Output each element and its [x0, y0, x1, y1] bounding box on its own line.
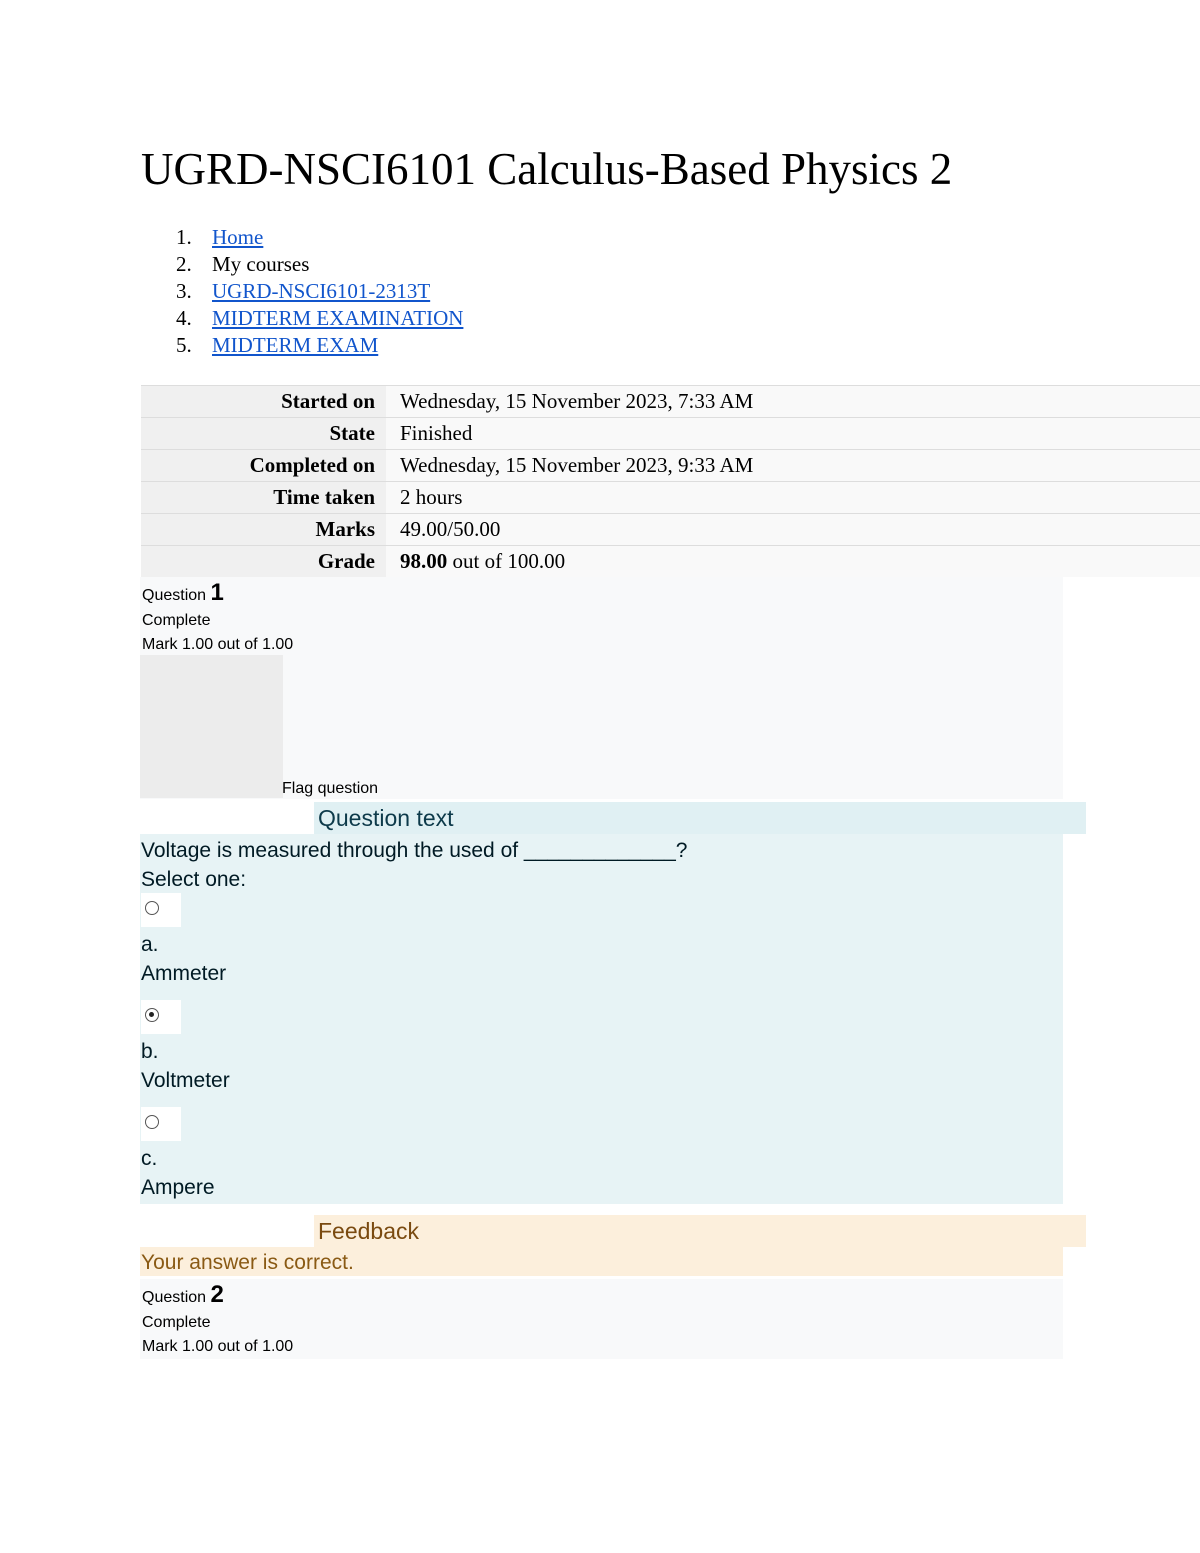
summary-value: 49.00/50.00	[386, 514, 1200, 546]
question-formulation	[140, 834, 1063, 1204]
summary-row-completed	[141, 450, 1200, 482]
summary-label: Started on	[141, 386, 386, 418]
summary-value	[386, 546, 1200, 578]
breadcrumb-link-midterm-examination[interactable]: MIDTERM EXAMINATION	[212, 306, 464, 330]
question-word: Question	[142, 587, 211, 604]
option-c-letter: c.	[141, 1147, 158, 1170]
summary-label: State	[141, 418, 386, 450]
option-b-radio[interactable]	[141, 1000, 181, 1034]
breadcrumb-number: 1.	[176, 225, 192, 249]
question-mark: Mark 1.00 out of 1.00	[142, 1338, 294, 1355]
breadcrumb-item-course	[141, 278, 463, 305]
question-status: Complete	[142, 612, 211, 629]
summary-row-time-taken	[141, 482, 1200, 514]
feedback-header	[314, 1215, 1086, 1247]
breadcrumb-item-home	[141, 224, 463, 251]
breadcrumb-item-my-courses	[141, 251, 463, 278]
summary-value: Wednesday, 15 November 2023, 7:33 AM	[386, 386, 1200, 418]
breadcrumb-item-midterm-exam	[141, 332, 463, 359]
question-number: 2	[210, 1281, 224, 1308]
summary-label: Marks	[141, 514, 386, 546]
option-c-radio[interactable]	[141, 1107, 181, 1141]
question-heading	[142, 579, 224, 607]
option-b-letter: b.	[141, 1040, 159, 1063]
question-text-header	[314, 802, 1086, 834]
breadcrumb-number: 2.	[176, 252, 192, 276]
option-a-radio[interactable]	[141, 893, 181, 927]
option-c-label[interactable]: Ampere	[141, 1176, 215, 1199]
breadcrumb	[141, 224, 463, 359]
question-mark: Mark 1.00 out of 1.00	[142, 636, 294, 653]
summary-value: Finished	[386, 418, 1200, 450]
summary-row-grade	[141, 546, 1200, 578]
page-title: UGRD-NSCI6101 Calculus-Based Physics 2	[141, 144, 953, 194]
flag-question-toggle[interactable]	[140, 655, 283, 798]
summary-label: Time taken	[141, 482, 386, 514]
attempt-summary-table	[141, 385, 1200, 577]
option-b-label[interactable]: Voltmeter	[141, 1069, 230, 1092]
grade-score: 98.00	[400, 549, 448, 573]
feedback-text: Your answer is correct.	[141, 1251, 354, 1274]
breadcrumb-item-midterm-examination	[141, 305, 463, 332]
option-a-label[interactable]: Ammeter	[141, 962, 227, 985]
summary-row-marks	[141, 514, 1200, 546]
question-heading	[142, 1281, 224, 1309]
option-a-letter: a.	[141, 933, 159, 956]
breadcrumb-number: 5.	[176, 333, 192, 357]
summary-value: 2 hours	[386, 482, 1200, 514]
summary-label: Completed on	[141, 450, 386, 482]
breadcrumb-link-course[interactable]: UGRD-NSCI6101-2313T	[212, 279, 431, 303]
summary-row-started	[141, 386, 1200, 418]
question-status: Complete	[142, 1314, 211, 1331]
radio-selected-icon	[145, 1008, 159, 1022]
breadcrumb-link-midterm-exam[interactable]: MIDTERM EXAM	[212, 333, 379, 357]
breadcrumb-text-my-courses: My courses	[212, 252, 310, 276]
radio-icon	[145, 901, 159, 915]
summary-value: Wednesday, 15 November 2023, 9:33 AM	[386, 450, 1200, 482]
radio-icon	[145, 1115, 159, 1129]
breadcrumb-number: 4.	[176, 306, 192, 330]
breadcrumb-link-home[interactable]: Home	[212, 225, 264, 249]
summary-label: Grade	[141, 546, 386, 578]
feedback-message	[140, 1247, 1063, 1276]
select-one-label: Select one:	[141, 868, 247, 891]
question-word: Question	[142, 1289, 211, 1306]
question-2-info	[140, 1279, 1063, 1359]
question-number: 1	[210, 579, 224, 606]
question-text-header-label: Question text	[318, 805, 454, 831]
breadcrumb-number: 3.	[176, 279, 192, 303]
feedback-header-label: Feedback	[318, 1218, 420, 1244]
grade-out-of: out of 100.00	[447, 549, 566, 573]
flag-question-label[interactable]: Flag question	[282, 780, 379, 797]
question-text: Voltage is measured through the used of _____________?	[141, 839, 688, 862]
summary-row-state	[141, 418, 1200, 450]
